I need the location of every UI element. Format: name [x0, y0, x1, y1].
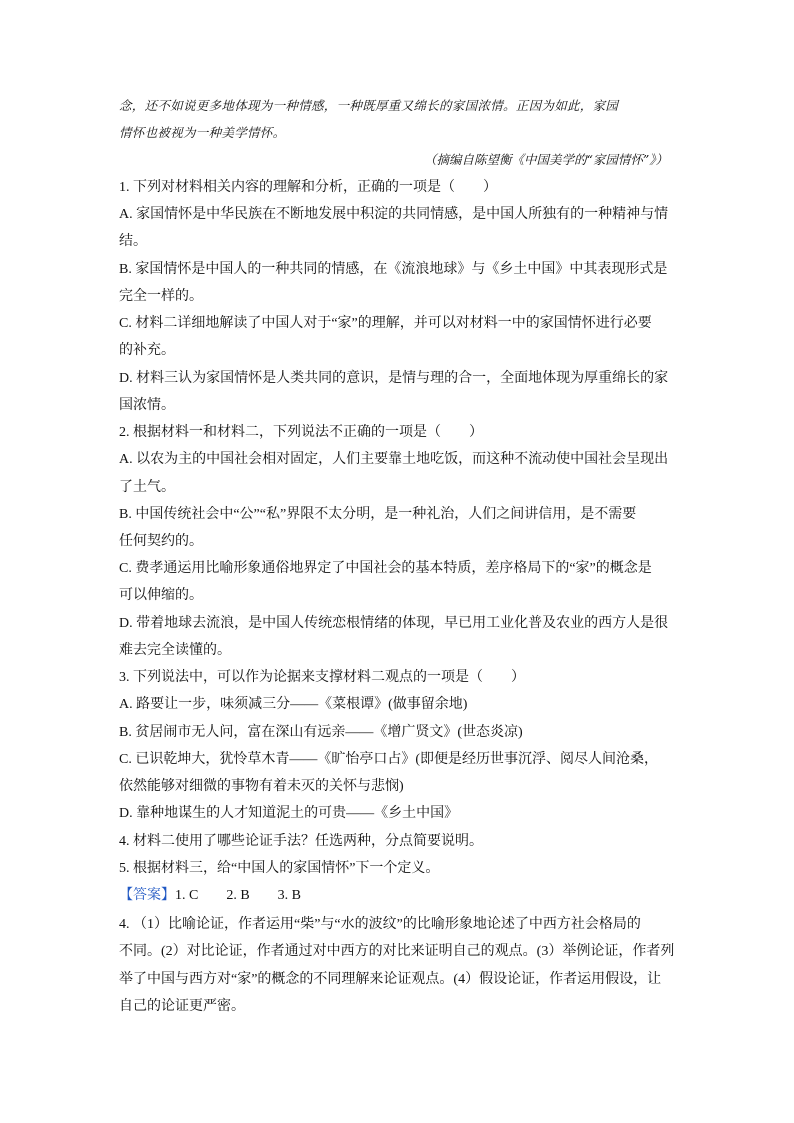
question-4-stem: 4. 材料二使用了哪些论证手法？任选两种，分点简要说明。 — [119, 834, 483, 849]
answer-4-line: 自己的论证更严密。 — [119, 999, 245, 1014]
question-1-option-d: D. 材料三认为家国情怀是人类共同的意识，是情与理的合一，全面地体现为厚重绵长的家 — [119, 371, 669, 386]
question-2-option-c-cont: 可以伸缩的。 — [119, 588, 203, 603]
question-2-option-d: D. 带着地球去流浪，是中国人传统恋根情绪的体现，早已用工业化普及农业的西方人是很 — [119, 616, 669, 631]
question-1-option-b: B. 家国情怀是中国人的一种共同的情感，在《流浪地球》与《乡土中国》中其表现形式是 — [119, 262, 668, 277]
answer-line — [119, 882, 679, 909]
question-1-option-a-cont: 结。 — [119, 234, 147, 249]
answer-4-line: 举了中国与西方对“家”的概念的不同理解来论证观点。(4）假设论证，作者运用假设，让 — [119, 972, 662, 987]
question-2-stem: 2. 根据材料一和材料二，下列说法不正确的一项是（ ） — [119, 425, 483, 440]
question-2-option-a: A. 以农为主的中国社会相对固定，人们主要靠土地吃饭，而这种不流动使中国社会呈现出 — [119, 452, 669, 467]
question-2-option-a-cont: 了土气。 — [119, 480, 175, 495]
question-1-option-d-cont: 国浓情。 — [119, 398, 175, 413]
question-2-option-b-cont: 任何契约的。 — [119, 534, 203, 549]
intro-line: 念，还不如说更多地体现为一种情感，一种既厚重又绵长的家国浓情。正因为如此，家园 — [119, 98, 619, 113]
question-3-option-a: A. 路要让一步，味须减三分——《菜根谭》(做事留余地) — [119, 697, 468, 712]
answer-4-line: 4. （1）比喻论证，作者运用“柴”与“水的波纹”的比喻形象地论述了中西方社会格局的 — [119, 917, 641, 932]
question-5-stem: 5. 根据材料三，给“中国人的家国情怀”下一个定义。 — [119, 861, 440, 876]
question-1-option-c-cont: 的补充。 — [119, 343, 175, 358]
intro-paragraph — [119, 92, 679, 146]
question-1-option-c: C. 材料二详细地解读了中国人对于“家”的理解，并可以对材料一中的家国情怀进行必要 — [119, 316, 652, 331]
question-3-option-d: D. 靠种地谋生的人才知道泥土的可贵——《乡土中国》 — [119, 806, 459, 821]
question-3-option-c: C. 已识乾坤大，犹怜草木青——《旷怡亭口占》(即便是经历世事沉浮、阅尽人间沧桑， — [119, 752, 658, 767]
question-2-option-d-cont: 难去完全读懂的。 — [119, 643, 231, 658]
answer-4-line: 不同。(2）对比论证，作者通过对中西方的对比来证明自己的观点。(3）举例论证，作者列 — [119, 944, 675, 959]
source-citation: （摘编自陈望衡《中国美学的“家园情怀”》） — [423, 152, 668, 167]
answer-tag: 【答案】 — [119, 888, 175, 903]
intro-line: 情怀也被视为一种美学情怀。 — [119, 125, 286, 140]
question-2-option-b: B. 中国传统社会中“公”“私”界限不太分明，是一种礼治，人们之间讲信用，是不需要 — [119, 507, 637, 522]
question-1-option-b-cont: 完全一样的。 — [119, 289, 203, 304]
question-1-stem: 1. 下列对材料相关内容的理解和分析，正确的一项是（ ） — [119, 180, 497, 195]
question-3-stem: 3. 下列说法中，可以作为论据来支撑材料二观点的一项是（ ） — [119, 670, 525, 685]
question-2-option-c: C. 费孝通运用比喻形象通俗地界定了中国社会的基本特质，差序格局下的“家”的概念是 — [119, 561, 652, 576]
question-1-option-a: A. 家国情怀是中华民族在不断地发展中积淀的共同情感，是中国人所独有的一种精神与情 — [119, 207, 669, 222]
question-3-option-b: B. 贫居闹市无人问，富在深山有远亲——《增广贤文》(世态炎凉) — [119, 725, 523, 740]
question-3-option-c-cont: 依然能够对细微的事物有着未灭的关怀与悲悯) — [119, 779, 404, 794]
answer-choices: 1. C 2. B 3. B — [175, 888, 302, 903]
